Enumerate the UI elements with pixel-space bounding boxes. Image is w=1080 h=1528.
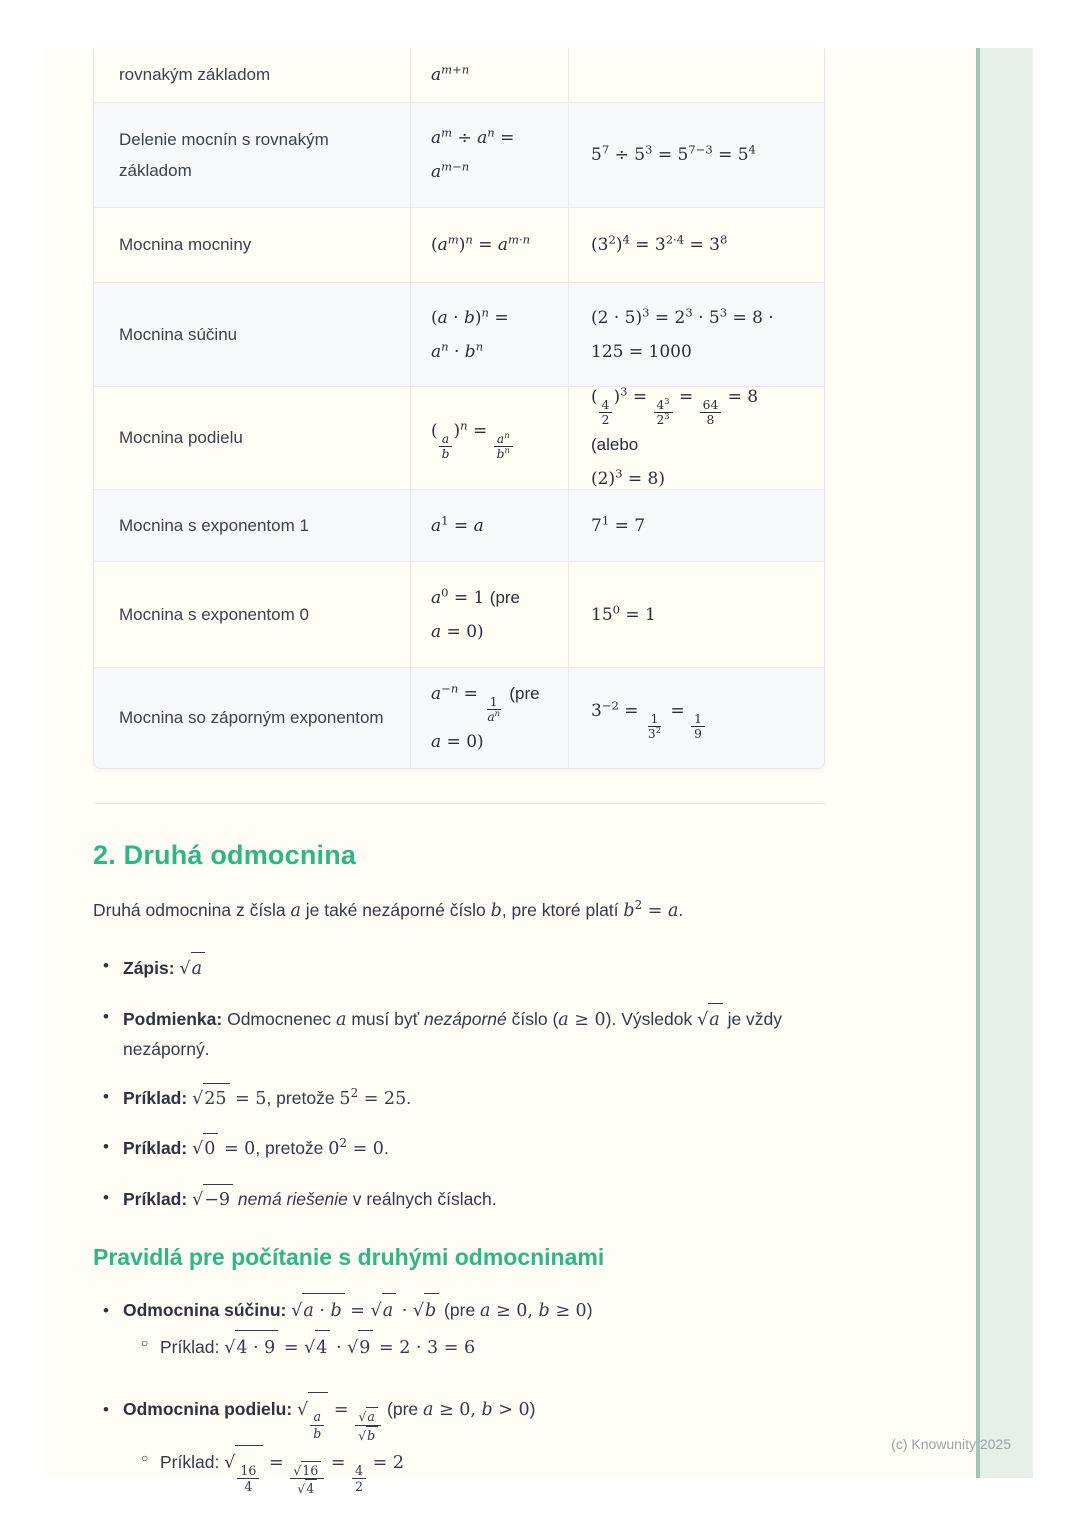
- rule-name-cell: Mocnina s exponentom 1: [94, 490, 411, 562]
- rule-name-cell: rovnakým základom: [94, 48, 411, 103]
- rule-sub-example: ○ Príklad: √4 · 9 = √4 · √9 = 2 · 3 = 6: [123, 1330, 838, 1365]
- rule-example-cell: ( $\frac{4}{2}$ )$^3$ = $\frac{4^3}{2^3}$ = $\frac{64}{8}$ = 8 (alebo $(2)^3 = 8$): [569, 387, 825, 490]
- bullet-text: √0 = 0, pretože $0^2 = 0$.: [192, 1138, 389, 1158]
- rule-formula-cell: $a^0 = 1$ (pre a = 0): [411, 562, 569, 668]
- page-content: [93, 48, 838, 1522]
- rule-sub-example: ○ Príklad: √ $\frac{16}{4}$ = $\frac{√16}{√4}$ = $\frac{4}{2}$ = 2: [123, 1445, 838, 1496]
- bullet-item: [93, 1184, 838, 1214]
- rule-example-cell: $(2 \cdot 5)^3 = 2^3 \cdot 5^3 = 8$ · 125 = 1000: [569, 283, 825, 387]
- definition-bullet-list: [93, 952, 838, 1214]
- bullet-text: √25 = 5, pretože $5^2 = 25$.: [192, 1088, 411, 1108]
- bullet-text: √−9 nemá riešenie v reálnych číslach.: [192, 1189, 497, 1209]
- rule-name-cell: Mocnina so záporným exponentom: [94, 668, 411, 768]
- rule-formula-cell: $a^1 = a$: [411, 490, 569, 562]
- rule-formula-cell: $(a^m)^n = a^{m\cdot n}$: [411, 208, 569, 283]
- rule-name-cell: Delenie mocnín s rovnakým základom: [94, 103, 411, 208]
- rule-example-cell: $(3^2)^4 = 3^{2\cdot 4} = 3^8$: [569, 208, 825, 283]
- right-accent-panel: [980, 48, 1033, 1478]
- rule-name-cell: Mocnina súčinu: [94, 283, 411, 387]
- bullet-label: Zápis:: [123, 958, 175, 978]
- rule-name-cell: Mocnina mocniny: [94, 208, 411, 283]
- rule-example-cell: $7^1 = 7$: [569, 490, 825, 562]
- powers-rules-table: [93, 48, 825, 769]
- bullet-label: Príklad:: [123, 1088, 188, 1109]
- bullet-label: Podmienka:: [123, 1009, 223, 1030]
- bullet-item: [93, 1083, 838, 1113]
- rule-name-cell: Mocnina s exponentom 0: [94, 562, 411, 668]
- rule-formula-cell: $a^{-n}$ = $\frac{1}{a^n}$ (pre a = 0): [411, 668, 569, 768]
- intro-paragraph: Druhá odmocnina z čísla a je také nezáporné číslo b, pre ktoré platí $b^2 = a$.: [93, 898, 684, 921]
- footer-credit: (c) Knowunity 2025: [891, 1436, 1011, 1452]
- rule-example-cell: $5^7 \div 5^3 = 5^{7-3} = 5^4$: [569, 103, 825, 208]
- bullet-text: Odmocnenec a musí byť nezáporné číslo (a ≥ 0). Výsledok √a je vždy nezáporný.: [123, 1009, 782, 1058]
- rules-bullet-list: [93, 1293, 838, 1496]
- rule-example-cell: $3^{-2}$ = $\frac{1}{3^2}$ = $\frac{1}{9}$: [569, 668, 825, 768]
- document-page: [46, 48, 1033, 1496]
- rule-example-cell: $15^0 = 1$: [569, 562, 825, 668]
- rule-name-cell: Mocnina podielu: [94, 387, 411, 490]
- rule-text: √a · b = √a · √b (pre a ≥ 0, b ≥ 0): [291, 1300, 592, 1320]
- rule-example-cell: [569, 48, 825, 103]
- section-heading: 2. Druhá odmocnina: [93, 840, 357, 870]
- bullet-label: Príklad:: [123, 1188, 188, 1209]
- section-divider: [93, 803, 825, 804]
- rule-formula-cell: $(a \cdot b)^n$ = $a^n \cdot b^n$: [411, 283, 569, 387]
- bullet-text: √a: [179, 958, 205, 978]
- bullet-item: [93, 1133, 838, 1163]
- rule-item: [93, 1392, 838, 1496]
- rule-formula-cell: ( $\frac{a}{b}$ )$^n$ = $\frac{a^n}{b^n}$: [411, 387, 569, 490]
- bullet-label: Príklad:: [123, 1138, 188, 1159]
- rule-label: Odmocnina súčinu:: [123, 1300, 287, 1321]
- subsection-heading: Pravidlá pre počítanie s druhými odmocninami: [93, 1244, 605, 1271]
- rule-text: √ $\frac{a}{b}$ = $\frac{√a}{√b}$ (pre a ≥ 0, b > 0): [297, 1399, 535, 1419]
- bullet-item: [93, 1003, 838, 1063]
- rule-label: Odmocnina podielu:: [123, 1398, 293, 1419]
- rule-formula-cell: $a^{m+n}$: [411, 48, 569, 103]
- rule-item: [93, 1293, 838, 1366]
- bullet-item: [93, 952, 838, 983]
- rule-formula-cell: $a^m \div a^n$ = $a^{m-n}$: [411, 103, 569, 208]
